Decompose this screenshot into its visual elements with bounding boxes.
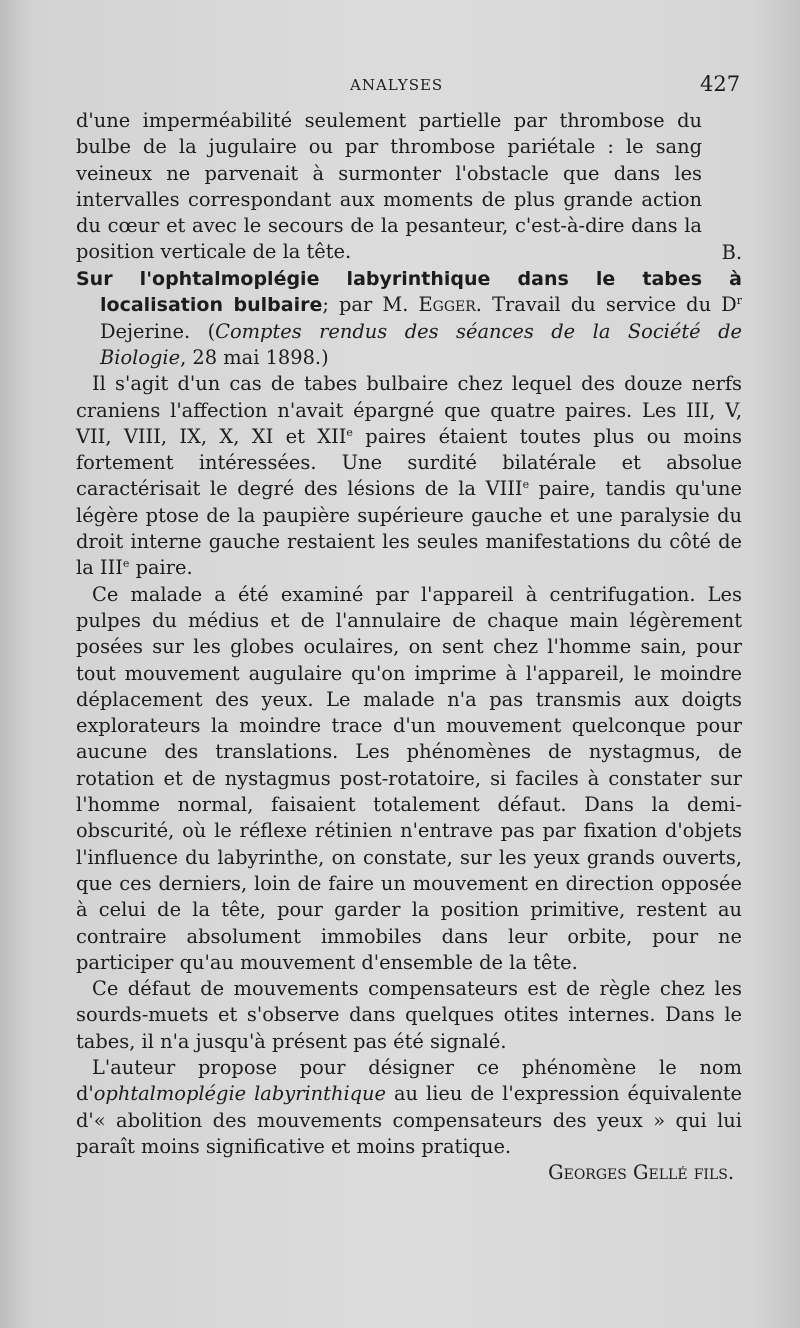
superscript-e: e <box>122 557 130 571</box>
paragraph-2: Ce malade a été examiné par l'appareil à centrifugation. Les pulpes du médius et de l'annulaire de chaque main légèrement posées sur les globes oculaires, on sent chez l'homme sain, pour tout mouvement augulaire qu'on imprime à l'appareil, le moindre déplacement des yeux. Le malade n'a pas transmis aux doigts explorateurs la moindre trace d'un mouvement quelconque pour aucune des translations. Les phénomènes de nystagmus, de rotation et de nystagmus post-rotatoire, si faciles à constater sur l'homme normal, faisaient totalement défaut. Dans la demi-obscurité, où le réflexe rétinien n'entrave pas par fixation d'objets l'influence du labyrinthe, on constate, sur les yeux grands ouverts, que ces derniers, loin de faire un mouvement en direction opposée à celui de la tête, pour garder la position primitive, restent au contraire absolument immobiles dans leur orbite, pour ne participer qu'au mouvement d'ensemble de la tête. <box>76 582 742 974</box>
article-after-author: . Travail du service du D <box>475 293 737 317</box>
previous-article-text: d'une imperméabilité seulement partielle par thrombose du bulbe de la jugulaire ou par thrombose pariétale : le sang veineux ne parvenait à surmonter l'obstacle que dans les intervalles correspondant aux moments de plus grande action du cœur et avec le secours de la pesanteur, c'est-à-dire dans la position verticale de la tête. <box>76 109 702 264</box>
page-number: 427 <box>700 72 741 96</box>
section-title: ANALYSES <box>350 76 444 94</box>
paragraph-4-part-b: au lieu de l'expression équivalente d'« abolition des mouvements compensateurs des yeux » qui lui paraît moins significative et moins pratique. <box>76 1082 743 1158</box>
doctor-superscript: r <box>736 294 742 308</box>
article-by-prefix: ; par M. <box>322 293 409 317</box>
paragraph-1-part-b: paires étaient toutes plus ou moins fortement intéressées. Une surdité bilatérale et absolue caractérisait le degré des lésions de la VIII <box>76 424 742 501</box>
superscript-e: e <box>522 478 530 492</box>
superscript-e: e <box>346 425 353 439</box>
article-signature: Georges Gellé fils. <box>548 1161 734 1185</box>
running-head <box>0 72 800 102</box>
paragraph-1-part-c: paire, tandis qu'une légère ptose de la paupière supérieure gauche et une paralysie du droit interne gauche restaient les seules manifestations du côté de la III <box>76 477 742 580</box>
doctor-name: Dejerine. ( <box>100 319 216 343</box>
previous-article-ending <box>76 108 742 266</box>
paragraph-1-part-d: paire. <box>129 556 193 580</box>
paragraph-1 <box>76 371 742 581</box>
paragraph-4-italic-term: ophtalmoplégie labyrinthique <box>93 1082 387 1106</box>
paragraph-4 <box>76 1055 742 1160</box>
article-title: Sur l'ophtalmoplégie labyrinthique dans le tabes à localisation bulbaire <box>76 268 742 317</box>
article-heading <box>76 266 742 371</box>
previous-article-signature: B. <box>721 240 742 264</box>
article-author: Egger <box>418 293 476 317</box>
paragraph-3: Ce défaut de mouvements compensateurs est de règle chez les sourds-muets et s'observe dans quelques otites internes. Dans le tabes, il n'a jusqu'à présent pas été signalé. <box>76 977 742 1053</box>
article-source-date: , 28 mai 1898.) <box>180 345 329 369</box>
paragraph-1-part-a: Il s'agit d'un cas de tabes bulbaire chez lequel des douze nerfs craniens l'affection n'avait épargné que quatre paires. Les III, V, VII, VIII, IX, X, XI et XII <box>76 372 742 448</box>
article-source: Comptes rendus des séances de la Société de Biologie <box>100 319 742 369</box>
paragraph-4-part-a: L'auteur propose pour désigner ce phénomène le nom d' <box>76 1055 742 1106</box>
page-body <box>76 108 742 1186</box>
